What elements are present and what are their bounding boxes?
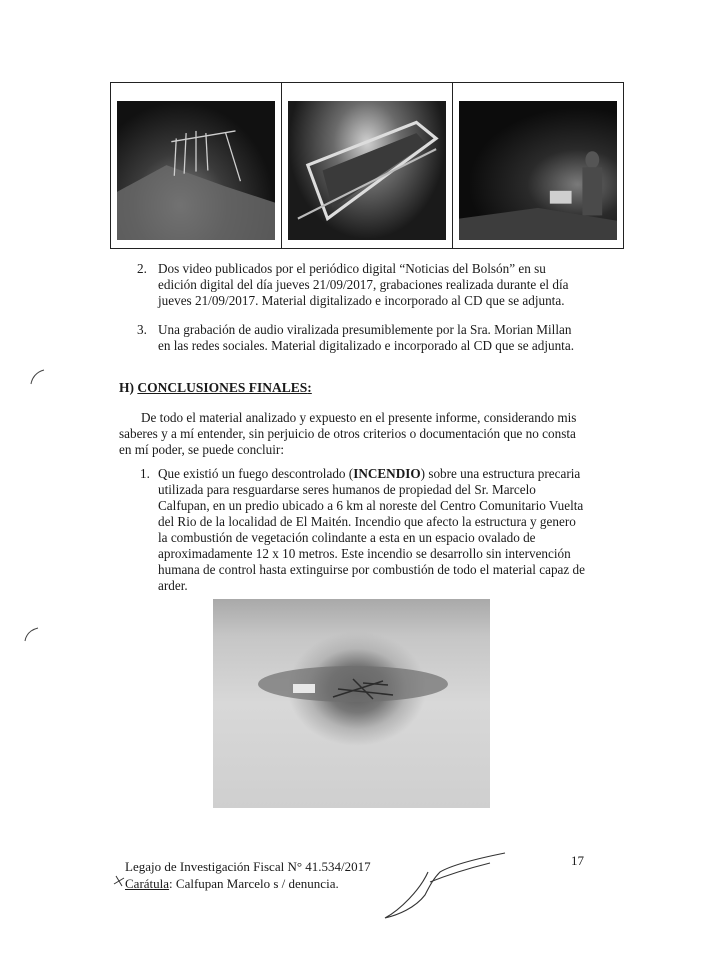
text-line: del Rio de la localidad de El Maitén. Incendio que afecto la estructura y genero xyxy=(158,514,576,529)
list-item-number: 2. xyxy=(137,261,147,276)
text-line: humana de control hasta extinguirse por combustión de todo el material capaz de xyxy=(158,562,585,577)
text-line: aproximadamente 12 x 10 metros. Este incendio se desarrollo sin intervención xyxy=(158,546,571,561)
footer-legajo: Legajo de Investigación Fiscal N° 41.534/2017 xyxy=(125,859,371,874)
text-run: ) sobre una estructura precaria xyxy=(420,466,581,481)
text-line: en mí poder, se puede concluir: xyxy=(119,442,284,457)
section-prefix: H) xyxy=(119,380,134,395)
page-number: 17 xyxy=(571,853,584,868)
caratula-label: Carátula xyxy=(125,876,170,891)
text-line: Dos video publicados por el periódico digital “Noticias del Bolsón” en su xyxy=(158,261,546,276)
text-line: en las redes sociales. Material digitalizado e incorporado al CD que se adjunta. xyxy=(158,338,574,353)
list-item-number: 3. xyxy=(137,322,147,337)
text-line: Una grabación de audio viralizada presumiblemente por la Sra. Morian Millan xyxy=(158,322,572,337)
text-line: Calfupan, en un predio ubicado a 6 km al noreste del Centro Comunitario Vuelta xyxy=(158,498,584,513)
text-line: arder. xyxy=(158,578,188,593)
text-line: saberes y a mí entender, sin perjuicio de otros criterios o documentación que no consta xyxy=(119,426,576,441)
text-line: De todo el material analizado y expuesto en el presente informe, considerando mis xyxy=(141,410,577,425)
section-title: CONCLUSIONES FINALES xyxy=(137,380,308,395)
section-suffix: : xyxy=(307,380,312,395)
caratula-text: : Calfupan Marcelo s / denuncia. xyxy=(169,876,339,891)
list-item-number: 1. xyxy=(140,466,150,481)
text-line: la combustión de vegetación colindante a esta en un espacio ovalado de xyxy=(158,530,536,545)
text-line: utilizada para resguardarse seres humanos de propiedad del Sr. Marcelo xyxy=(158,482,536,497)
text-line: jueves 21/09/2017. Material digitalizado e incorporado al CD que se adjunta. xyxy=(158,293,565,308)
text-line: edición digital del día jueves 21/09/2017, grabaciones realizada durante el día xyxy=(158,277,569,292)
incendio-bold: INCENDIO xyxy=(353,466,421,481)
text-run: Que existió un fuego descontrolado ( xyxy=(158,466,354,481)
